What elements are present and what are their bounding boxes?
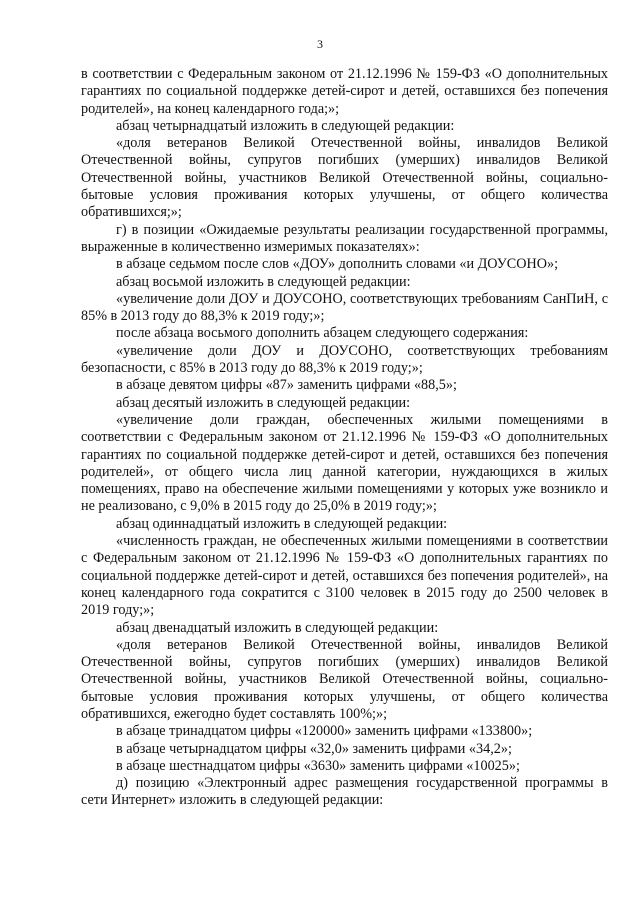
paragraph: в абзаце тринадцатом цифры «120000» заменить цифрами «133800»; <box>116 723 533 740</box>
paragraph: в абзаце шестнадцатом цифры «3630» заменить цифрами «10025»; <box>116 757 520 774</box>
page-number: 3 <box>317 37 323 51</box>
paragraph: в абзаце седьмом после слов «ДОУ» дополнить словами «и ДОУСОНО»; <box>116 256 559 273</box>
paragraph: абзац одиннадцатый изложить в следующей редакции: <box>116 515 448 532</box>
paragraph: в абзаце четырнадцатом цифры «32,0» заменить цифрами «34,2»; <box>116 740 512 757</box>
paragraph: в соответствии с Федеральным законом от 21.12.1996 № 159-ФЗ «О дополнительных гарантиях по социальной поддержке детей-сирот и детей, оставшихся без попечения родителей», на конец календарного года;»; <box>81 66 608 117</box>
document-body <box>81 66 608 810</box>
paragraph: «увеличение доли граждан, обеспеченных жилыми помещениями в соответствии с Федеральным законом от 21.12.1996 № 159-ФЗ «О дополнительных гарантиях по социальной поддержке детей-сирот и детей, оставшихся без попечения родителей», от общего числа лиц данной категории, нуждающихся в жилых помещениях, право на обеспечение жилыми помещениями у которых уже возникло и не реализовано, с 9,0% в 2015 году до 25,0% в 2019 году;»; <box>81 411 608 515</box>
paragraph: «увеличение доли ДОУ и ДОУСОНО, соответствующих требованиям безопасности, с 85% в 2013 году до 88,3% к 2019 году;»; <box>81 342 608 377</box>
paragraph: д) позицию «Электронный адрес размещения государственной программы в сети Интернет» изложить в следующей редакции: <box>81 775 608 809</box>
paragraph: г) в позиции «Ожидаемые результаты реализации государственной программы, выраженные в количественно измеримых показателях»: <box>81 221 608 255</box>
paragraph: в абзаце девятом цифры «87» заменить цифрами «88,5»; <box>116 377 457 394</box>
paragraph: абзац восьмой изложить в следующей редакции: <box>116 273 411 290</box>
paragraph: абзац четырнадцатый изложить в следующей редакции: <box>116 117 455 134</box>
paragraph: «доля ветеранов Великой Отечественной войны, инвалидов Великой Отечественной войны, супругов погибших (умерших) инвалидов Великой Отечественной войны, участников Великой Отечественной войны, социально-бытовые условия проживания которых улучшены, от общего количества обратившихся;»; <box>81 135 608 221</box>
paragraph: «увеличение доли ДОУ и ДОУСОНО, соответствующих требованиям СанПиН, с 85% в 2013 году до 88,3% к 2019 году;»; <box>81 290 608 325</box>
paragraph: «численность граждан, не обеспеченных жилыми помещениями в соответствии с Федеральным законом от 21.12.1996 № 159-ФЗ «О дополнительных гарантиях по социальной поддержке детей-сирот и детей, оставшихся без попечения родителей», на конец календарного года сократится с 3100 человек в 2015 году до 2500 человек в 2019 году;»; <box>81 533 608 619</box>
paragraph: абзац десятый изложить в следующей редакции: <box>116 394 411 411</box>
paragraph: после абзаца восьмого дополнить абзацем следующего содержания: <box>116 325 529 342</box>
paragraph: «доля ветеранов Великой Отечественной войны, инвалидов Великой Отечественной войны, супругов погибших (умерших) инвалидов Великой Отечественной войны, участников Великой Отечественной войны, социально-бытовые условия проживания которых улучшены, от общего количества обратившихся, ежегодно будет составлять 100%;»; <box>81 636 608 722</box>
paragraph: абзац двенадцатый изложить в следующей редакции: <box>116 619 439 636</box>
